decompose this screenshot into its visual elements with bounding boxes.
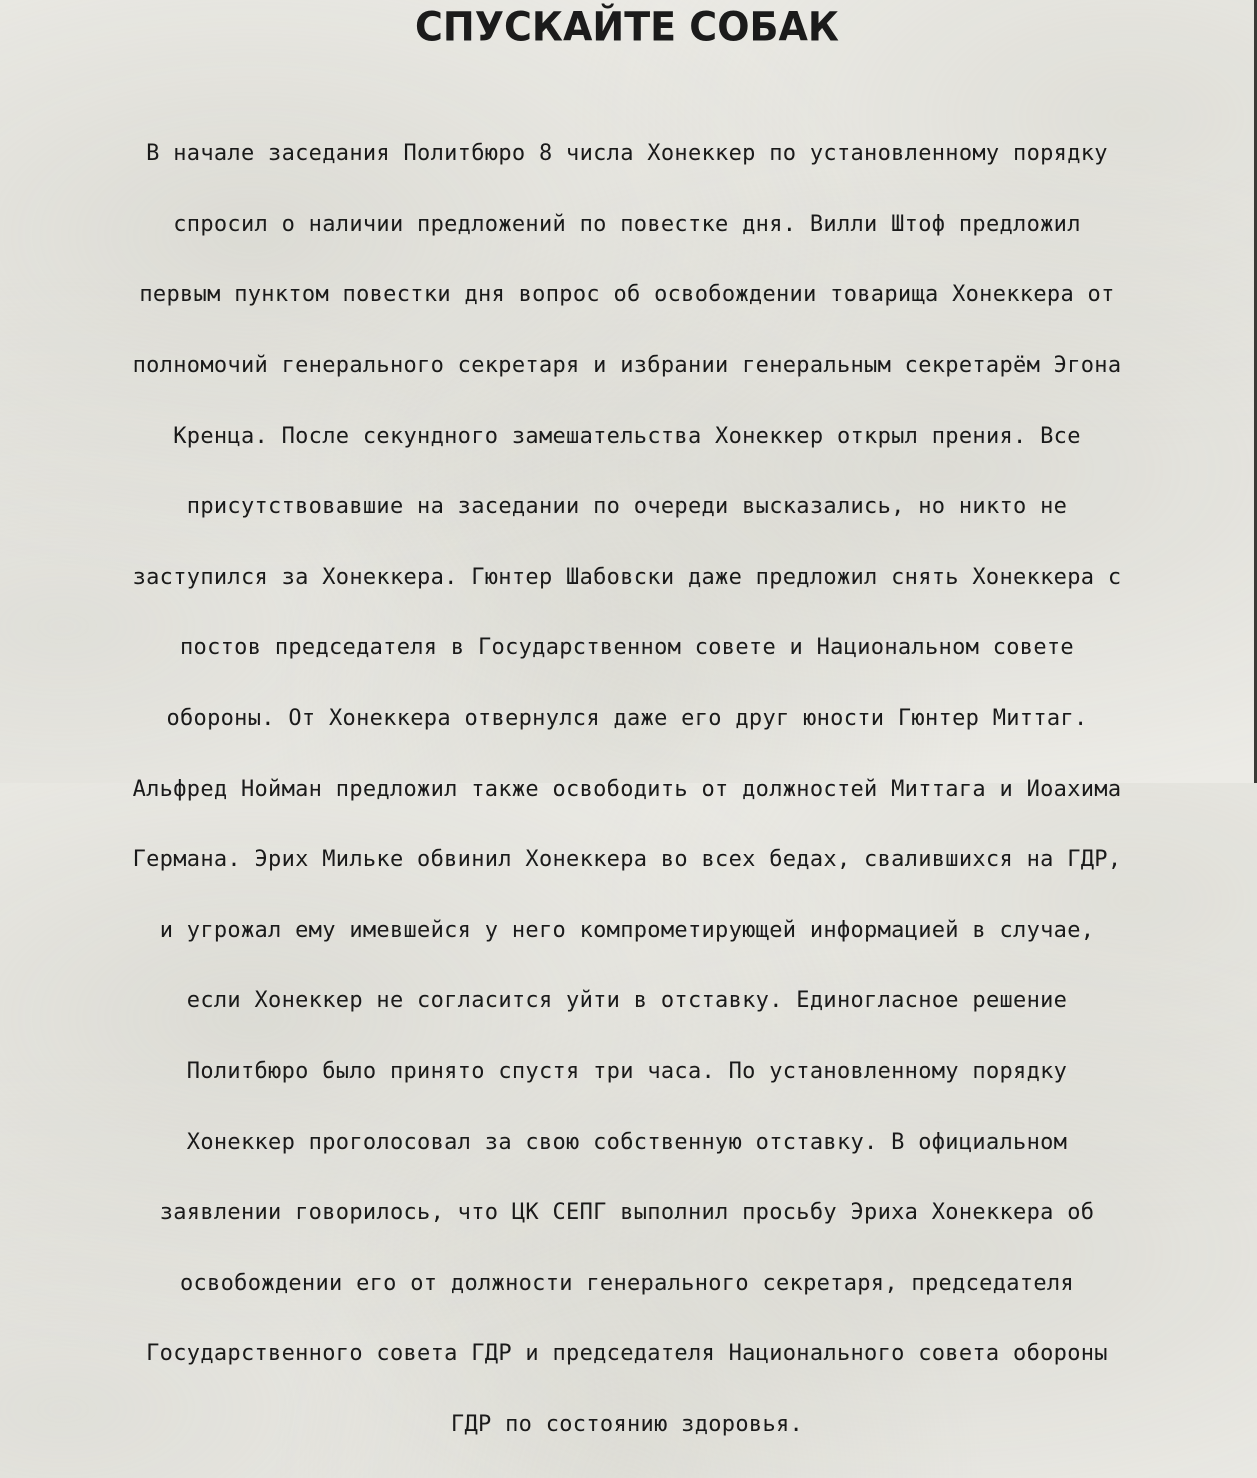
event-text-line: обороны. От Хонеккера отвернулся даже его друг юности Гюнтер Миттаг. (166, 706, 1088, 732)
event-text-line: В начале заседания Политбюро 8 числа Хонеккер по установленному порядку (146, 141, 1108, 167)
event-text-line: заступился за Хонеккера. Гюнтер Шабовски даже предложил снять Хонеккера с (132, 564, 1122, 590)
event-text-line: Кренца. После секундного замешательства Хонеккер открыл прения. Все (173, 423, 1081, 449)
event-title: СПУСКАЙТЕ СОБАК (415, 3, 839, 51)
event-text-line: ГДР по состоянию здоровья. (450, 1411, 804, 1437)
event-text-line: и угрожал ему имевшейся у него компрометирующей информацией в случае, (159, 917, 1095, 943)
event-text-line: Политбюро было принято спустя три часа. По установленному порядку (186, 1059, 1068, 1085)
event-text-line: Хонеккер проголосовал за свою собственную отставку. В официальном (186, 1129, 1068, 1155)
event-text-line: Альфред Нойман предложил также освободить от должностей Миттага и Иоахима (132, 776, 1122, 802)
event-text-line: полномочий генерального секретаря и избрании генеральным секретарём Эгона (132, 353, 1122, 379)
event-text-line: спросил о наличии предложений по повестке дня. Вилли Штоф предложил (173, 211, 1081, 237)
event-text-line: заявлении говорилось, что ЦК СЕПГ выполнил просьбу Эриха Хонеккера об (159, 1200, 1095, 1226)
event-text-line: постов председателя в Государственном совете и Национальном совете (180, 635, 1074, 661)
event-text-line: освобождении его от должности генерального секретаря, председателя (180, 1270, 1074, 1296)
event-text-line: первым пунктом повестки дня вопрос об освобождении товарища Хонеккера от (139, 282, 1115, 308)
event-description (0, 101, 1254, 1478)
event-text-line: если Хонеккер не согласится уйти в отставку. Единогласное решение (186, 988, 1068, 1014)
event-text-line: Германа. Эрих Мильке обвинил Хонеккера во всех бедах, свалившихся на ГДР, (132, 847, 1122, 873)
event-text-line: Государственного совета ГДР и председателя Национального совета обороны (146, 1341, 1108, 1367)
event-text-line: присутствовавшие на заседании по очереди высказались, но никто не (186, 494, 1068, 520)
